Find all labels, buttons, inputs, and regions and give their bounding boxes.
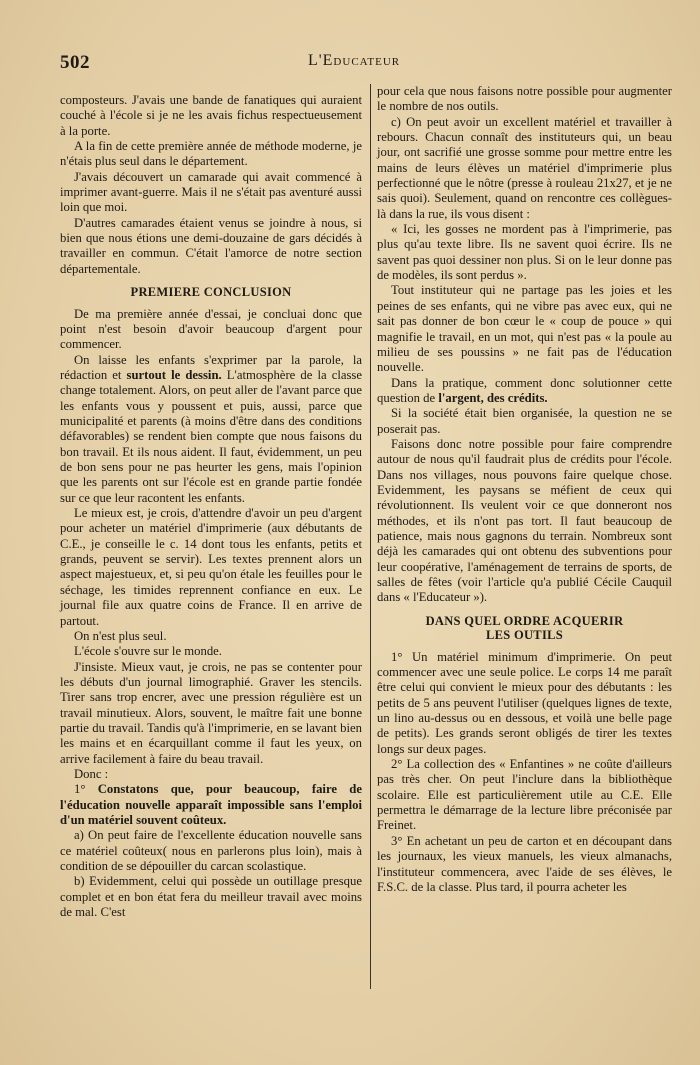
right-column: [377, 84, 672, 895]
paragraph: Le mieux est, je crois, d'attendre d'avoir un peu d'argent pour acheter un matériel d'imprimerie (aux débutants de C.E., je conseille le c. 14 dont tous les enfants, petits et grands, peuvent se servir). Les textes prennent alors un aspect majestueux, et, si peu qu'on étale les feuilles pour le séchage, les timides reprennent confiance en eux. Le journal file aux quatre coins de France. Il en arrive de partout.: [60, 506, 362, 628]
heading-line: LES OUTILS: [486, 628, 563, 643]
paragraph: pour cela que nous faisons notre possible pour augmenter le nombre de nos outils.: [377, 84, 672, 114]
text-run: Dans la pratique, comment donc solutionner cette question de: [377, 375, 672, 405]
paragraph: 2° La collection des « Enfantines » ne coûte d'ailleurs pas très cher. On peut l'inclure dans la bibliothèque scolaire. Elle est particulièrement utile au C.E. Elle permettra le démarrage de la lecture libre préconisée par Freinet.: [377, 757, 672, 833]
paragraph: b) Evidemment, celui qui possède un outillage presque complet et en bon état fera du meilleur travail avec moins de mal. C'est: [60, 874, 362, 920]
paragraph: 1° Un matériel minimum d'imprimerie. On peut commencer avec une seule police. Le corps 14 me paraît être celui qui convient le mieux pour des débutants : les petits de 5 ans peuvent l'utiliser (quelques lignes de texte, un lino au-dessus ou en dessous, et voilà une belle page de petits). Les grands seront obligés de tirer les textes longs sur deux pages.: [377, 649, 672, 756]
paragraph: [377, 376, 672, 407]
paragraph: [60, 353, 362, 506]
paragraph: Si la société était bien organisée, la question ne se poserait pas.: [377, 406, 672, 436]
paragraph: D'autres camarades étaient venus se joindre à nous, si bien que nous étions une demi-douzaine de gars décidés à travailler en commun. C'était l'amorce de notre section départementale.: [60, 215, 362, 276]
text-run: 1°: [74, 782, 98, 797]
page-header: [60, 52, 672, 78]
paragraph: On n'est plus seul.: [74, 628, 167, 643]
paragraph: [60, 782, 362, 828]
paragraph: A la fin de cette première année de méthode moderne, je n'étais plus seul dans le département.: [60, 139, 362, 169]
heading-line: DANS QUEL ORDRE ACQUERIR: [425, 613, 624, 628]
paragraph: Faisons donc notre possible pour faire comprendre autour de nous qu'il faudrait plus de crédits pour l'école. Dans nos villages, nous pouvons faire quelque chose. Evidemment, les paysans se méfient de ceux qui révolutionnent. Ils veulent voir ce que donneront nos méthodes, et ils n'ont pas tort. Il faut beaucoup de patience, mais nous gagnons du terrain. Nombreux sont déjà les camarades qui ont obtenu des subventions pour leur coopérative, l'aménagement de terrains de sports, de salles de fêtes (voir l'article qu'a publié Cécile Cauquil dans « l'Educateur »).: [377, 436, 672, 605]
paragraph: Tout instituteur qui ne partage pas les joies et les peines de ses enfants, qui ne vibre pas avec eux, qui ne sait pas donner de bon cœur le « coup de pouce » qui magnifie le travail, en un mot, qui n'est pas « la poule au milieu de ses poussins » ne fait pas de l'éducation nouvelle.: [377, 283, 672, 375]
paragraph: J'insiste. Mieux vaut, je crois, ne pas se contenter pour les débuts d'un journal limographié. Graver les stencils. Tirer sans trop encrer, avec une pression régulière est un travail minutieux. Alors, souvent, le maître fait une bonne partie du travail. Tandis qu'à l'imprimerie, en se lavant bien les mains et en écarquillant comme il faut les yeux, on arrive facilement à faire du beau travail.: [60, 659, 362, 766]
bold-text: Constatons que, pour beaucoup, faire de l'éducation nouvelle apparaît impossible sans l'emploi d'un matériel souvent coûteux.: [60, 782, 362, 827]
paragraph: 3° En achetant un peu de carton et en découpant dans les journaux, les vieux manuels, les vieux almanachs, l'instituteur commencera, avec l'aide de ses élèves, le F.S.C. de la classe. Plus tard, il pourra acheter les: [377, 833, 672, 894]
bold-text: surtout le dessin.: [126, 368, 222, 382]
section-heading: [377, 614, 672, 643]
paragraph: L'école s'ouvre sur le monde.: [74, 644, 222, 659]
paragraph: « Ici, les gosses ne mordent pas à l'imprimerie, pas plus qu'au texte libre. Ils ne savent quoi écrire. Ils ne savent pas quoi dessiner non plus. Si on le leur donne pas de modèles, ils sont perdus ».: [377, 222, 672, 283]
paragraph: a) On peut faire de l'excellente éducation nouvelle sans ce matériel coûteux( nous en parlerons plus loin), mais à condition de se dépouiller du carcan scolastique.: [60, 828, 362, 873]
column-divider: [370, 84, 371, 989]
paragraph: Donc :: [74, 766, 109, 781]
paragraph: J'avais découvert un camarade qui avait commencé à imprimer avant-guerre. Mais il ne s'était pas aventuré aussi loin que moi.: [60, 169, 362, 215]
paragraph: c) On peut avoir un excellent matériel et travailler à rebours. Chacun connaît des instituteurs qui, un beau jour, ont sacrifié une grosse somme pour mettre entre les mains de leurs élèves un matériel d'imprimerie plus perfectionné que le nôtre (presse à rouleau 21x27, et je ne sais quoi). Seulement, quand on rencontre ces collègues-là dans la rue, ils vous disent :: [377, 114, 672, 221]
text-run: On laisse les enfants s'exprimer par la parole, la rédaction et: [60, 352, 362, 382]
left-column: [60, 93, 362, 920]
text-run: L'atmosphère de la classe change totalement. Alors, on peut aller de l'avant parce que les enfants vous y poussent et puis, aussi, parce que municipalité et parents (à moins d'être dans des conditions défavorables) se rendent bien compte que nous faisons du bon travail. Et ils nous aident. Il faut, évidemment, un peu de bon sens pour ne pas heurter les gens, mais l'opinion que les parents ont sur l'école est en grande partie fondée sur ce que leur racontent les enfants.: [60, 368, 362, 505]
page-number: 502: [60, 52, 90, 73]
section-heading: PREMIERE CONCLUSION: [130, 285, 292, 300]
journal-title: L'Educateur: [308, 52, 401, 69]
paragraph: De ma première année d'essai, je concluai donc que point n'est besoin d'avoir beaucoup d'argent pour commencer.: [60, 306, 362, 352]
bold-text: l'argent, des crédits.: [438, 390, 548, 405]
paragraph: composteurs. J'avais une bande de fanatiques qui auraient couché à l'école si je ne les avais fichus respectueusement à la porte.: [60, 93, 362, 138]
